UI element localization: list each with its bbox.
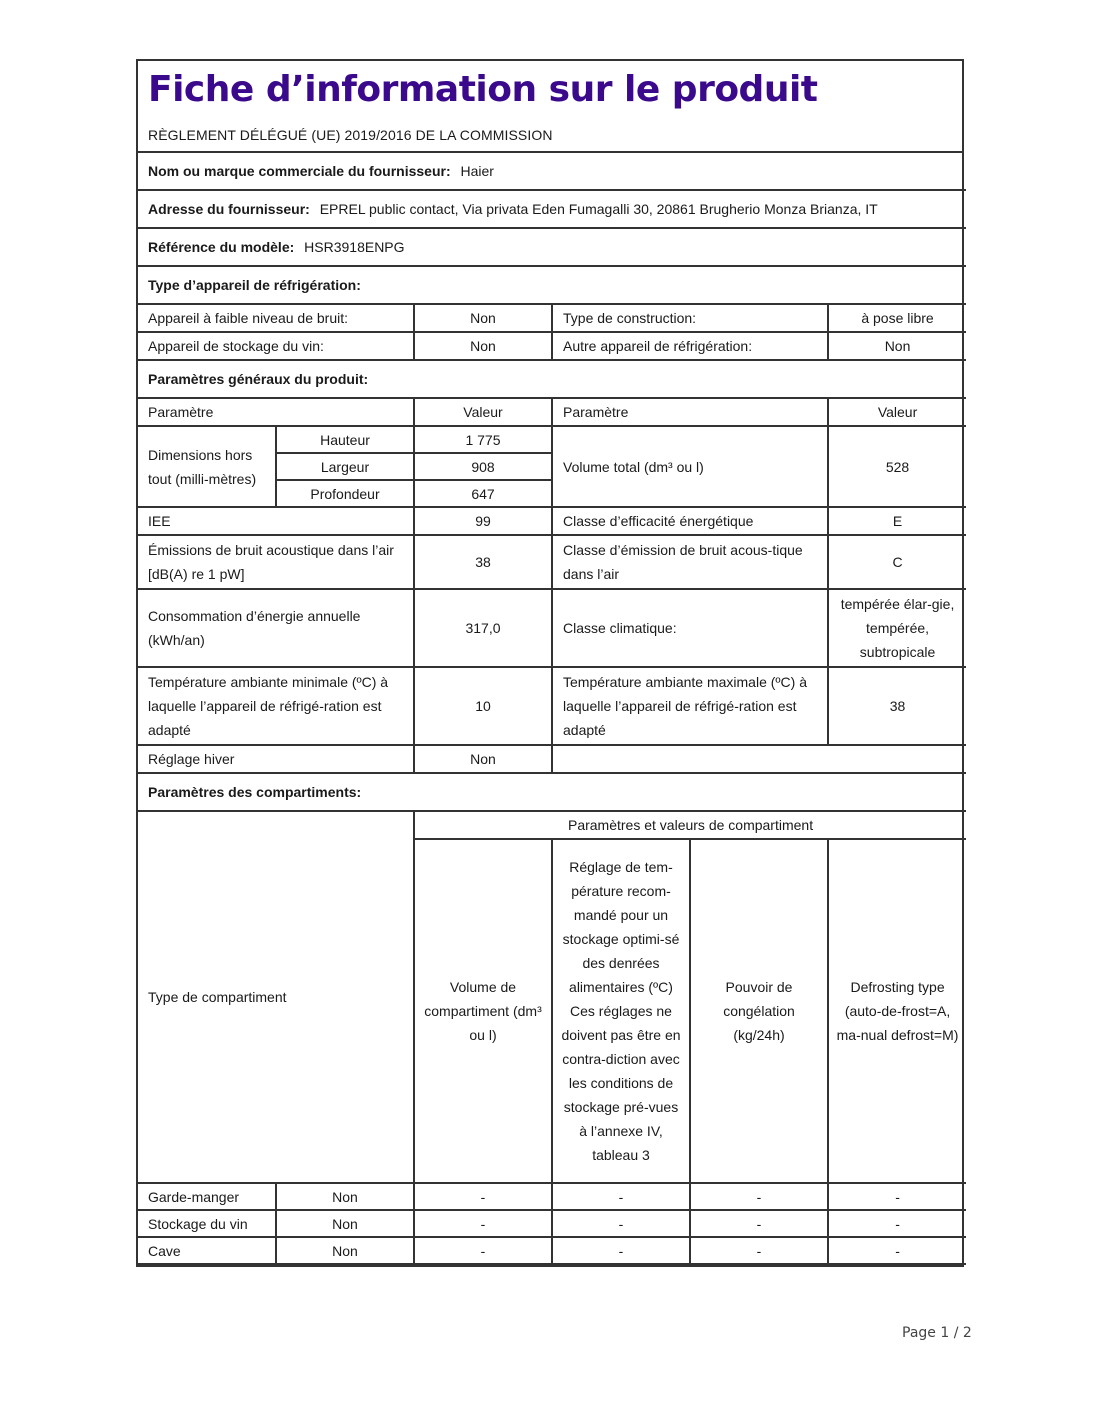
model-label: Référence du modèle: (148, 239, 295, 255)
min-temp-value: 10 (414, 667, 552, 745)
supplier-address-row (138, 190, 966, 228)
compartment-type: Stockage du vin (138, 1210, 276, 1237)
noise-class-value: C (828, 535, 966, 589)
supplier-address-value: EPREL public contact, Via privata Eden Fumagalli 30, 20861 Brugherio Monza Brianza, IT (319, 201, 878, 217)
volume-column-header: Volume de compartiment (dm³ ou l) (414, 839, 552, 1183)
temperature-column-header: Réglage de tem-pérature recom-mandé pour un stockage optimi-sé des denrées alimentaires (ºC) Ces réglages ne doivent pas être en contra-diction avec les conditions de stockage pré-vues à l’annexe IV, tableau 3 (552, 839, 690, 1183)
energy-consumption-value: 317,0 (414, 589, 552, 667)
compartments-section-heading: Paramètres des compartiments: (138, 773, 966, 811)
compartment-temp: - (552, 1183, 690, 1210)
max-temp-value: 38 (828, 667, 966, 745)
compartment-volume: - (414, 1210, 552, 1237)
climate-class-label: Classe climatique: (552, 589, 828, 667)
page-title: Fiche d’information sur le produit (148, 69, 818, 110)
height-value: 1 775 (414, 426, 552, 453)
compartment-defrost: - (828, 1183, 966, 1210)
compartment-present: Non (276, 1183, 414, 1210)
compartment-volume: - (414, 1237, 552, 1264)
compartment-freeze: - (690, 1183, 828, 1210)
supplier-table (138, 153, 966, 1265)
param-value: à pose libre (828, 304, 966, 332)
appliance-type-section-heading: Type d’appareil de réfrigération: (138, 266, 966, 304)
iee-label: IEE (138, 507, 414, 535)
header (138, 61, 962, 153)
compartment-present: Non (276, 1237, 414, 1264)
supplier-address-label: Adresse du fournisseur: (148, 201, 310, 217)
param-value: Non (414, 332, 552, 360)
general-section-heading: Paramètres généraux du produit: (138, 360, 966, 398)
supplier-name-label: Nom ou marque commerciale du fournisseur: (148, 163, 451, 179)
regulation-subtitle: RÈGLEMENT DÉLÉGUÉ (UE) 2019/2016 DE LA COMMISSION (148, 127, 553, 143)
energy-consumption-label: Consommation d’énergie annuelle (kWh/an) (138, 589, 414, 667)
winter-setting-label: Réglage hiver (138, 745, 414, 773)
param-label: Appareil de stockage du vin: (138, 332, 414, 360)
header-value-2: Valeur (828, 398, 966, 426)
compartment-freeze: - (690, 1210, 828, 1237)
defrost-column-header: Defrosting type (auto-de-frost=A, ma-nual defrost=M) (828, 839, 966, 1183)
compartment-present: Non (276, 1210, 414, 1237)
compartment-defrost: - (828, 1237, 966, 1264)
compartment-group-header: Paramètres et valeurs de compartiment (414, 811, 966, 839)
climate-class-value: tempérée élar-gie, tempérée, subtropicale (828, 589, 966, 667)
compartment-type: Garde-manger (138, 1183, 276, 1210)
winter-setting-value: Non (414, 745, 552, 773)
product-information-sheet (136, 59, 964, 1267)
iee-value: 99 (414, 507, 552, 535)
volume-value: 528 (828, 426, 966, 507)
table-row (138, 332, 966, 360)
model-value: HSR3918ENPG (304, 239, 405, 255)
width-label: Largeur (276, 453, 414, 480)
min-temp-label: Température ambiante minimale (ºC) à laquelle l’appareil de réfrigé-ration est adapté (138, 667, 414, 745)
compartment-temp: - (552, 1237, 690, 1264)
compartment-temp: - (552, 1210, 690, 1237)
table-header-row (138, 398, 966, 426)
depth-label: Profondeur (276, 480, 414, 507)
dimensions-label: Dimensions hors tout (milli-mètres) (138, 426, 276, 507)
max-temp-label: Température ambiante maximale (ºC) à laquelle l’appareil de réfrigé-ration est adapté (552, 667, 828, 745)
table-row (138, 1210, 966, 1237)
compartment-freeze: - (690, 1237, 828, 1264)
noise-value: 38 (414, 535, 552, 589)
compartment-volume: - (414, 1183, 552, 1210)
depth-value: 647 (414, 480, 552, 507)
header-param-2: Paramètre (552, 398, 828, 426)
empty-cell (552, 745, 966, 773)
compartment-defrost: - (828, 1210, 966, 1237)
param-label: Appareil à faible niveau de bruit: (138, 304, 414, 332)
width-value: 908 (414, 453, 552, 480)
table-row (138, 1183, 966, 1210)
compartment-type: Cave (138, 1237, 276, 1264)
header-value: Valeur (414, 398, 552, 426)
param-label: Type de construction: (552, 304, 828, 332)
table-row (138, 1237, 966, 1264)
height-label: Hauteur (276, 426, 414, 453)
supplier-name-row (138, 153, 966, 190)
compartment-type-header: Type de compartiment (138, 811, 414, 1183)
energy-class-value: E (828, 507, 966, 535)
model-row (138, 228, 966, 266)
param-value: Non (414, 304, 552, 332)
energy-class-label: Classe d’efficacité énergétique (552, 507, 828, 535)
table-row (138, 304, 966, 332)
page-number: Page 1 / 2 (902, 1325, 972, 1341)
supplier-name-value: Haier (460, 163, 494, 179)
volume-label: Volume total (dm³ ou l) (552, 426, 828, 507)
param-label: Autre appareil de réfrigération: (552, 332, 828, 360)
noise-class-label: Classe d’émission de bruit acous-tique dans l’air (552, 535, 828, 589)
param-value: Non (828, 332, 966, 360)
header-param: Paramètre (138, 398, 414, 426)
freezing-column-header: Pouvoir de congélation (kg/24h) (690, 839, 828, 1183)
noise-label: Émissions de bruit acoustique dans l’air [dB(A) re 1 pW] (138, 535, 414, 589)
